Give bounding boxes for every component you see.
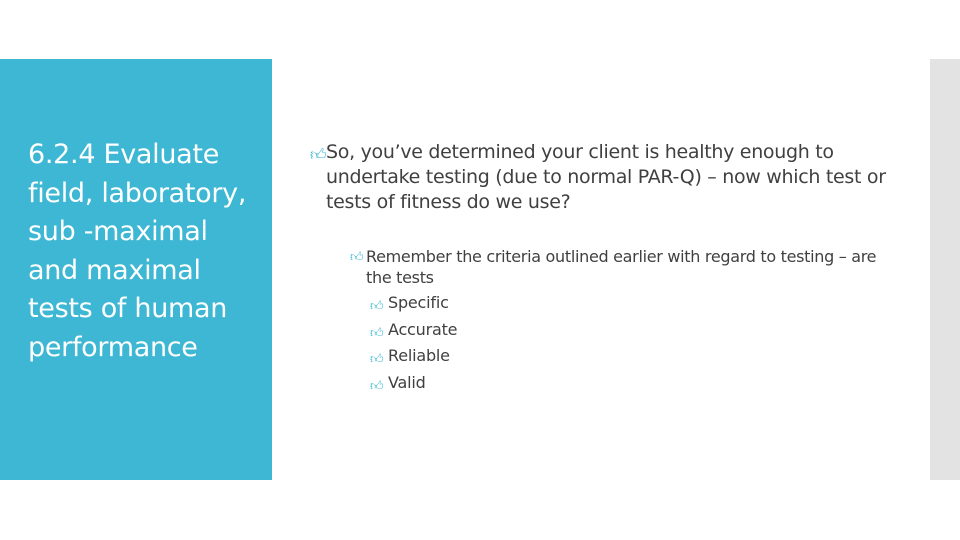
list-item: [370, 290, 900, 317]
bullet-main-text: So, you’ve determined your client is healthy enough to undertake testing (due to normal PAR-Q) – now which test or tests of fitness do we use?: [326, 141, 886, 213]
content-area: [310, 140, 900, 396]
list-item-text: Accurate: [388, 319, 458, 339]
thumbs-up-icon: 👍︎: [370, 299, 384, 314]
thumbs-up-icon: 👍︎: [370, 378, 384, 394]
list-item-text: Valid: [388, 372, 426, 392]
thumbs-up-icon: 👍︎: [370, 325, 384, 341]
slide-title: 6.2.4 Evaluate field, laboratory, sub -maximal and maximal tests of human performance: [28, 139, 247, 363]
thumbs-up-icon: 👍︎: [310, 145, 327, 164]
list-item-text: Reliable: [388, 346, 450, 365]
bullet-criteria-text: Remember the criteria outlined earlier with regard to testing – are the tests: [366, 247, 877, 287]
criteria-list: [310, 290, 900, 396]
list-item: [370, 317, 900, 344]
thumbs-up-icon: 👍︎: [350, 250, 364, 265]
right-side-bar: [930, 59, 960, 480]
list-item-text: Specific: [388, 293, 449, 312]
list-item: [370, 370, 900, 397]
bullet-criteria: [350, 246, 900, 288]
thumbs-up-icon: 👍︎: [370, 352, 384, 367]
list-item: [370, 343, 900, 370]
bullet-main: [310, 140, 900, 215]
